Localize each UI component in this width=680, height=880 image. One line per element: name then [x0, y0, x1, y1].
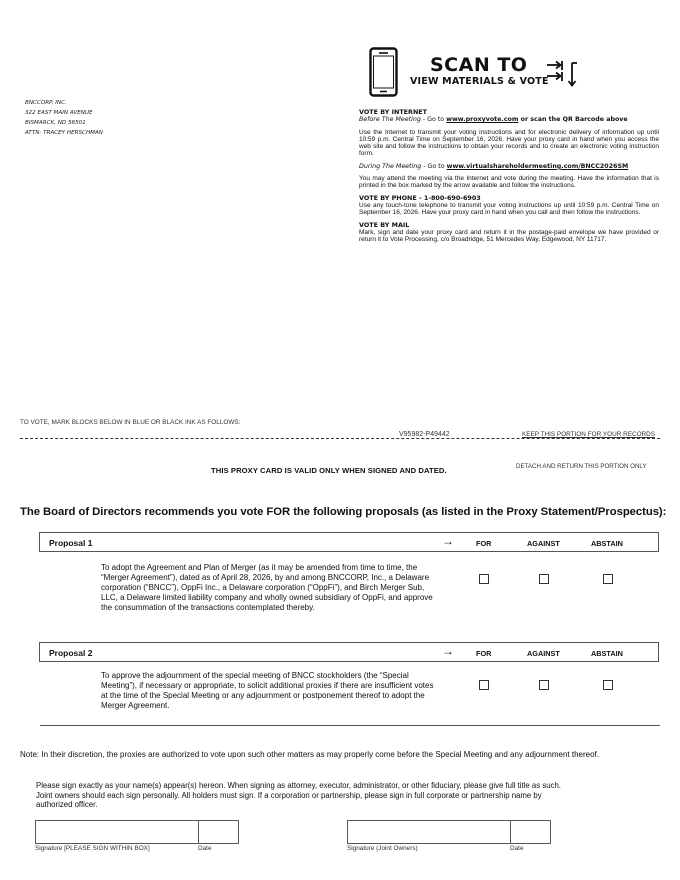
proposal-1-for-checkbox[interactable] — [479, 574, 489, 584]
phone-heading: VOTE BY PHONE - 1-800-690-6903 — [359, 193, 481, 202]
proposal-2-against-checkbox[interactable] — [539, 680, 549, 690]
for-column-header: FOR — [476, 649, 492, 658]
detach-return-label: DETACH AND RETURN THIS PORTION ONLY — [516, 463, 647, 470]
voting-instructions — [359, 109, 659, 243]
proposal-2-label: Proposal 2 — [49, 648, 93, 658]
joint-signature-box[interactable] — [347, 820, 551, 844]
proposal-2-abstain-checkbox[interactable] — [603, 680, 613, 690]
before-meeting-line — [359, 116, 659, 123]
abstain-column-header: ABSTAIN — [591, 539, 623, 548]
smartphone-icon — [369, 47, 398, 97]
proposal-2-header — [39, 642, 659, 662]
valid-notice: THIS PROXY CARD IS VALID ONLY WHEN SIGNED AND DATED. — [211, 466, 447, 475]
before-meeting-mid: - Go to — [420, 116, 447, 124]
scan-title: SCAN TO — [430, 54, 528, 76]
proposal-1-abstain-checkbox[interactable] — [603, 574, 613, 584]
internet-heading: VOTE BY INTERNET — [359, 108, 428, 116]
board-recommendation: The Board of Directors recommends you vote FOR the following proposals (as listed in the Proxy Statement/Prospectus): — [20, 506, 667, 518]
date-label: Date — [510, 845, 524, 852]
during-meeting-body: You may attend the meeting via the Internet and vote during the meeting. Have the information that is printed in the box marked by the arrow available and follow the instructions. — [359, 175, 659, 190]
mail-body: Mark, sign and date your proxy card and return it in the postage-paid envelope we have provided or return it to Vote Processing, c/o Broadridge, 51 Mercedes Way, Edgewood, NY 11717. — [359, 228, 659, 244]
internet-body: Use the Internet to transmit your voting instructions and for electronic delivery of information up until 10:59 p.m. Central Time on September 16, 2026. Have your proxy card in hand when you access the web site and follow the instructions to obtain your records and to create an electronic voting instruction form. — [359, 128, 659, 158]
proposal-1-label: Proposal 1 — [49, 538, 93, 548]
for-column-header: FOR — [476, 539, 492, 548]
discretion-note: Note: In their discretion, the proxies are authorized to vote upon such other matters as may properly come before the Special Meeting and any adjournment thereof. — [20, 750, 599, 759]
address-line: BNCCORP, INC. — [25, 100, 67, 106]
date-label: Date — [198, 845, 212, 852]
signature-box[interactable] — [35, 820, 239, 844]
control-number: V95982-P49442 — [396, 431, 453, 438]
arrow-right-icon: → — [442, 534, 454, 548]
during-meeting-mid: - Go to — [421, 162, 447, 170]
proposal-1-header — [39, 532, 659, 552]
proposal-1-text: To adopt the Agreement and Plan of Merger (as it may be amended from time to time, the “Merger Agreement”), dated as of April 28, 2026, by and among BNCCORP, Inc., a Delaware corporation (“BNCC”), OppFi Inc., a Delaware corporation (“OppFi”), and Birch Merger Sub, LLC, a Delaware limited liability company and wholly owned subsidiary of OppFi, and approve the consummation of the transactions contemplated thereby. — [101, 563, 433, 612]
against-column-header: AGAINST — [527, 539, 560, 548]
date-box-divider — [510, 820, 511, 844]
return-address — [25, 98, 103, 138]
proposal-1-against-checkbox[interactable] — [539, 574, 549, 584]
scan-subtitle: VIEW MATERIALS & VOTE — [410, 76, 549, 87]
virtual-meeting-link[interactable]: www.virtualshareholdermeeting.com/BNCC2026SM — [446, 162, 629, 170]
before-meeting-label: Before The Meeting — [359, 116, 421, 124]
proposal-2-for-checkbox[interactable] — [479, 680, 489, 690]
divider — [40, 725, 660, 726]
during-meeting-label: During The Meeting — [359, 162, 422, 170]
proposal-2-text: To approve the adjournment of the special meeting of BNCC stockholders (the “Special Meeting”), if necessary or appropriate, to solicit additional proxies if there are insufficient votes at the time of the Special Meeting or any adjournment or postponement thereof to adopt the Merger Agreement. — [101, 671, 434, 710]
signature-label: Signature [PLEASE SIGN WITHIN BOX] — [35, 845, 150, 852]
keep-portion-label: KEEP THIS PORTION FOR YOUR RECORDS — [522, 431, 656, 438]
joint-signature-label: Signature (Joint Owners) — [347, 845, 418, 852]
arrows-right-down-icon — [546, 60, 580, 88]
during-meeting-line — [359, 163, 659, 170]
date-box-divider — [198, 820, 199, 844]
before-meeting-tail: or scan the QR Barcode above — [518, 116, 628, 124]
mark-instructions: TO VOTE, MARK BLOCKS BELOW IN BLUE OR BLACK INK AS FOLLOWS: — [20, 419, 241, 426]
address-line: ATTN: TRACEY HERSCHMAN — [25, 130, 103, 136]
mail-heading: VOTE BY MAIL — [359, 220, 410, 229]
sign-instructions: Please sign exactly as your name(s) appear(s) hereon. When signing as attorney, executor, administrator, or other fiduciary, please give full title as such. Joint owners should each sign personally. All holders must sign. If a corporation or partnership, please sign in full corporate or partnership name by authorized officer. — [36, 781, 561, 809]
against-column-header: AGAINST — [527, 649, 560, 658]
detach-dashed-line — [20, 438, 660, 439]
proxyvote-link[interactable]: www.proxyvote.com — [446, 116, 519, 124]
abstain-column-header: ABSTAIN — [591, 649, 623, 658]
arrow-right-icon: → — [442, 644, 454, 658]
phone-body: Use any touch-tone telephone to transmit your voting instructions up until 10:59 p.m. Central Time on September 16, 2026. Have your proxy card in hand when you call and then follow the instructions. — [359, 201, 659, 217]
address-line: 322 EAST MAIN AVENUE — [25, 110, 93, 116]
address-line: BISMARCK, ND 58501 — [25, 120, 86, 126]
